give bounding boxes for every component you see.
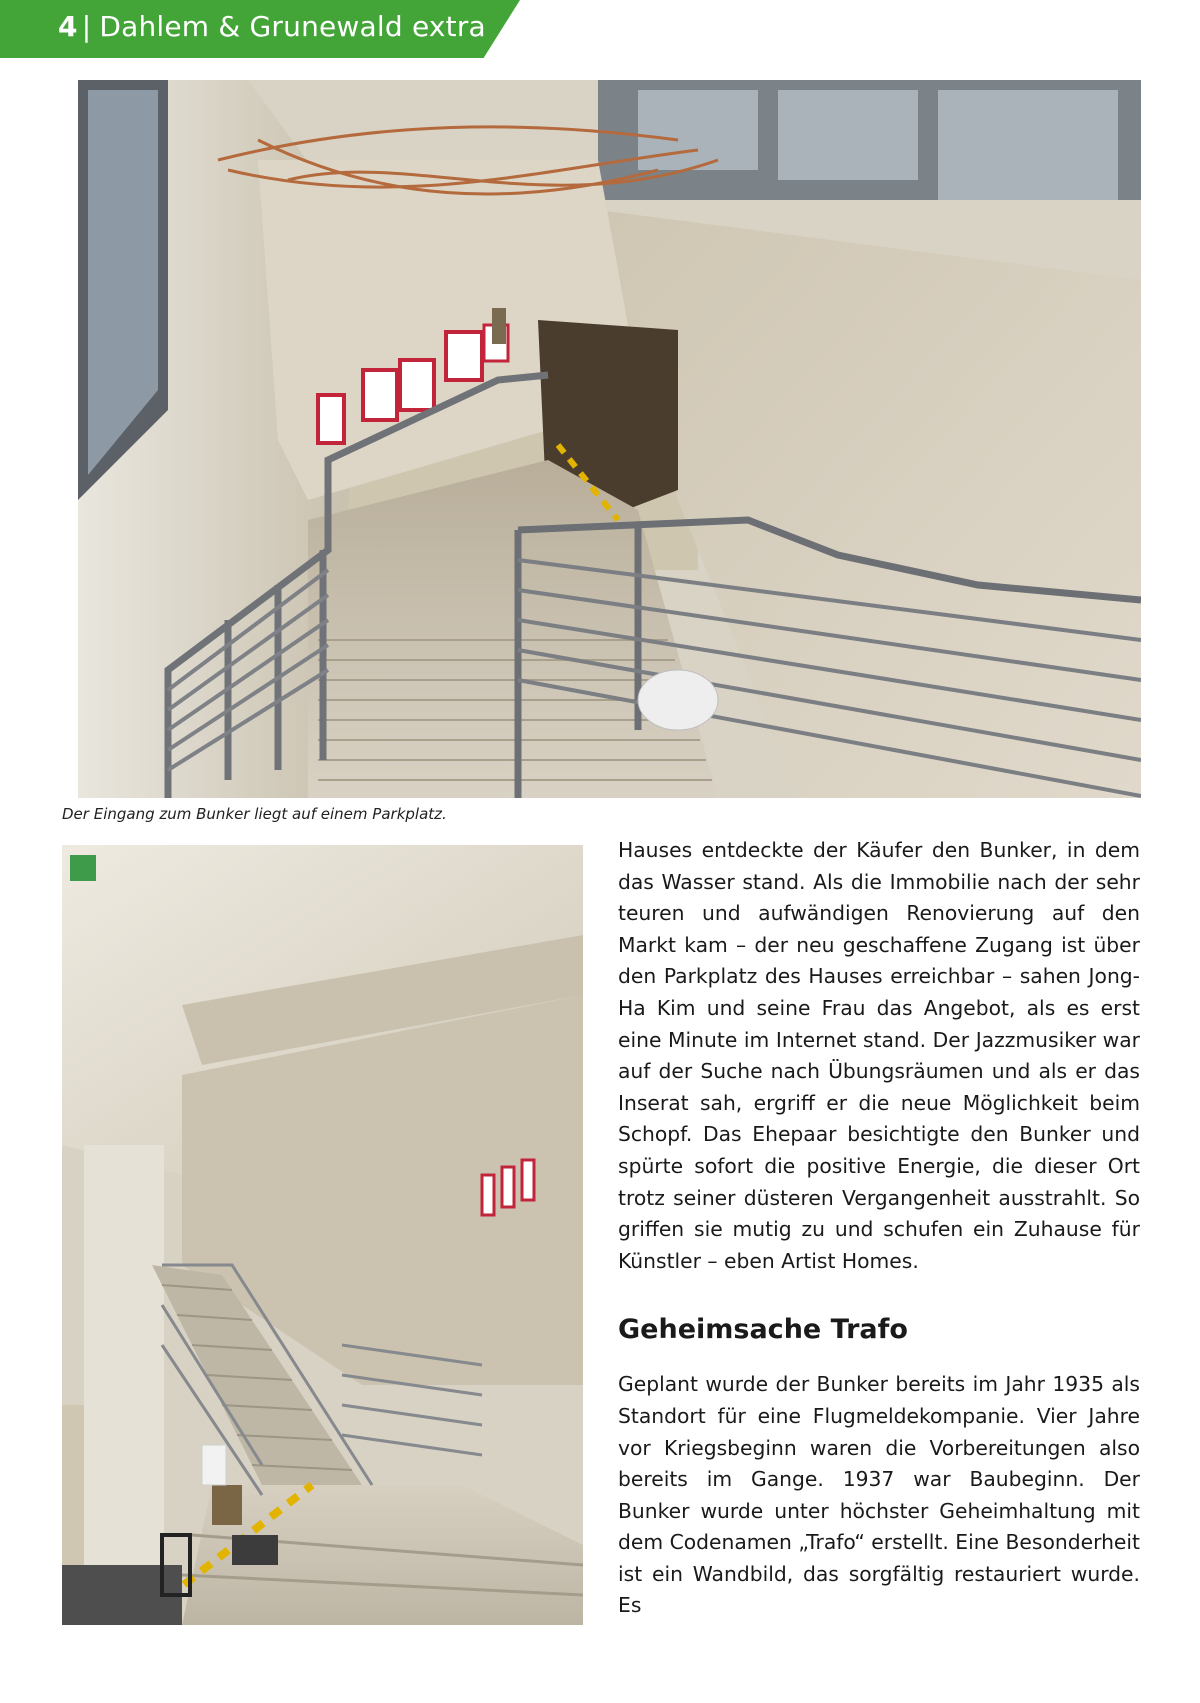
section-header [58,10,486,43]
photo-bunker-entrance-stairwell [78,80,1141,798]
article-paragraph: Geplant wurde der Bunker bereits im Jahr 1935 als Standort für eine Flugmeldekompanie. Vier Jahre vor Kriegsbeginn waren die Vorbereitungen also bereits im Gange. 1937 war Baubeginn. Der Bunker wurde unter höchster Geheimhaltung mit dem Codenamen „Trafo“ erstellt. Eine Besonderheit ist ein Wandbild, das sorgfältig restauriert wurde. Es [618,1372,1140,1618]
section-heading: Geheimsache Trafo [618,1314,908,1346]
page-number: 4 [58,10,78,43]
article-paragraph: Hauses entdeckte der Käufer den Bunker, in dem das Wasser stand. Als die Immobilie nach der sehr teuren und aufwändigen Renovierung auf den Markt kam – der neu geschaffene Zugang ist über den Parkplatz des Hauses erreichbar – sahen Jong-Ha Kim und seine Frau das Angebot, als es erst eine Minute im Internet stand. Der Jazzmusiker war auf der Suche nach Übungsräumen und als er das Inserat sah, ergriff er die neue Möglichkeit beim Schopf. Das Ehepaar besichtigte den Bunker und spürte sofort die positive Energie, die dieser Ort trotz seiner düsteren Vergangenheit ausstrahlt. So griffen sie mutig zu und schufen ein Zuhause für Künstler – eben Artist Homes. [618,838,1140,1273]
header-separator: | [81,10,92,43]
photo-caption: Der Eingang zum Bunker liegt auf einem Parkplatz. [62,805,447,823]
article-column [618,835,1140,1622]
photo-bunker-interior-staircase [62,845,583,1625]
section-title: Dahlem & Grunewald extra [99,10,486,43]
